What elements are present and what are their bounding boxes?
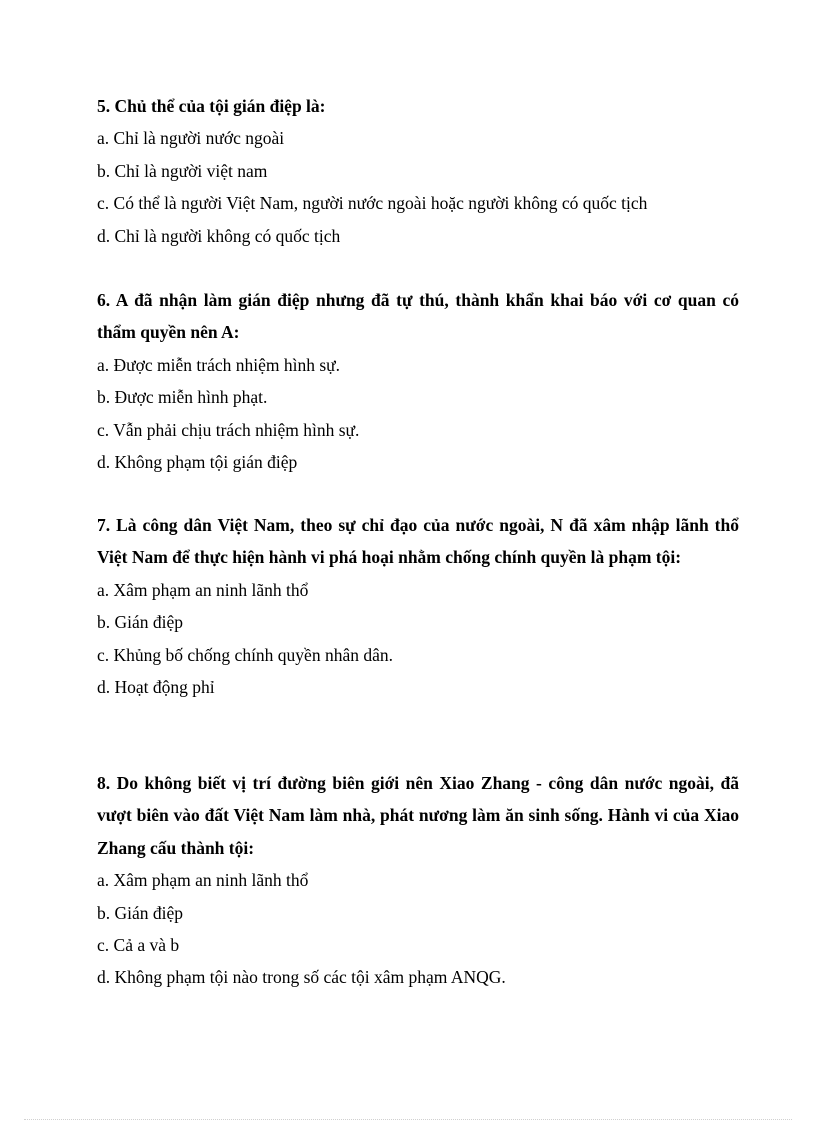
answer-options <box>97 349 739 479</box>
question-7 <box>97 509 739 703</box>
question-text: 5. Chủ thể của tội gián điệp là: <box>97 96 326 116</box>
option-d: d. Không phạm tội gián điệp <box>97 452 298 473</box>
option-d: d. Chỉ là người không có quốc tịch <box>97 225 341 246</box>
option-a: a. Được miễn trách nhiệm hình sự. <box>97 354 341 375</box>
question-8 <box>97 767 739 994</box>
answer-options <box>97 864 739 994</box>
answer-options <box>97 574 739 704</box>
option-a: a. Xâm phạm an ninh lãnh thổ <box>97 870 309 891</box>
option-d: d. Hoạt động phỉ <box>97 677 215 698</box>
option-b: b. Được miễn hình phạt. <box>97 387 268 408</box>
option-c: c. Vẫn phải chịu trách nhiệm hình sự. <box>97 419 360 440</box>
option-b: b. Gián điệp <box>97 612 184 633</box>
option-a: a. Chỉ là người nước ngoài <box>97 128 285 149</box>
option-c: c. Cả a và b <box>97 935 180 956</box>
question-text: 7. Là công dân Việt Nam, theo sự chỉ đạo của nước ngoài, N đã xâm nhập lãnh thổ Việt Nam để thực hiện hành vi phá hoại nhằm chống chính quyền là phạm tội: <box>97 515 739 568</box>
question-5 <box>97 90 739 252</box>
question-text: 6. A đã nhận làm gián điệp nhưng đã tự thú, thành khẩn khai báo với cơ quan có thẩm quyền nên A: <box>97 290 739 343</box>
option-d: d. Không phạm tội nào trong số các tội xâm phạm ANQG. <box>97 967 506 988</box>
option-a: a. Xâm phạm an ninh lãnh thổ <box>97 579 309 600</box>
option-b: b. Chỉ là người việt nam <box>97 160 268 181</box>
option-c: c. Có thể là người Việt Nam, người nước ngoài hoặc người không có quốc tịch <box>97 193 648 214</box>
page-bottom-divider <box>24 1119 792 1120</box>
option-b: b. Gián điệp <box>97 902 184 923</box>
option-c: c. Khủng bố chống chính quyền nhân dân. <box>97 644 393 665</box>
answer-options <box>97 122 739 252</box>
question-text: 8. Do không biết vị trí đường biên giới nên Xiao Zhang - công dân nước ngoài, đã vượt biên vào đất Việt Nam làm nhà, phát nương làm ăn sinh sống. Hành vi của Xiao Zhang cấu thành tội: <box>97 773 739 858</box>
question-6 <box>97 284 739 478</box>
